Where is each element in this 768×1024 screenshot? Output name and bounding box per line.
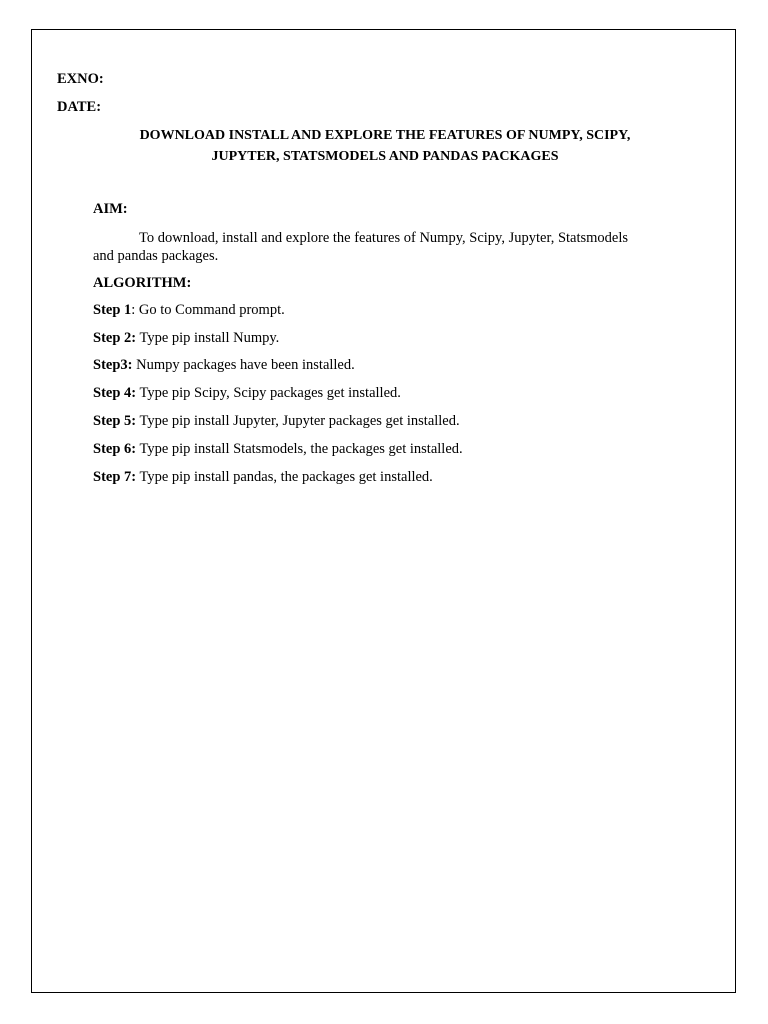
step-label: Step 2: — [93, 330, 137, 346]
step-item — [93, 385, 401, 402]
step-item — [93, 357, 355, 374]
step-label: Step 4: — [93, 385, 137, 401]
step-item — [93, 413, 460, 430]
step-label: Step 5: — [93, 413, 137, 429]
step-text: Type pip Scipy, Scipy packages get installed. — [136, 385, 401, 401]
step-text: Type pip install pandas, the packages get installed. — [136, 469, 433, 485]
exno-label: EXNO: — [57, 71, 104, 87]
title-line-1: DOWNLOAD INSTALL AND EXPLORE THE FEATURES OF NUMPY, SCIPY, — [139, 128, 631, 143]
step-item — [93, 441, 463, 458]
title-line-2: JUPYTER, STATSMODELS AND PANDAS PACKAGES — [211, 149, 559, 164]
step-item — [93, 469, 433, 486]
date-label: DATE: — [57, 99, 102, 115]
page-border — [31, 29, 736, 993]
step-item — [93, 330, 279, 347]
aim-heading: AIM: — [93, 201, 128, 217]
step-text: Type pip install Jupyter, Jupyter packages get installed. — [136, 413, 460, 429]
step-label: Step 1 — [93, 302, 132, 318]
step-label: Step3: — [93, 357, 133, 373]
step-text: Numpy packages have been installed. — [132, 357, 355, 373]
aim-paragraph — [93, 229, 693, 265]
algorithm-heading: ALGORITHM: — [93, 275, 192, 291]
aim-line-1: To download, install and explore the features of Numpy, Scipy, Jupyter, Statsmodels — [139, 230, 629, 246]
step-label: Step 6: — [93, 441, 137, 457]
step-label: Step 7: — [93, 469, 137, 485]
aim-line-2: and pandas packages. — [93, 248, 219, 264]
step-text: : Go to Command prompt. — [131, 302, 285, 318]
step-item — [93, 302, 285, 319]
document-title — [60, 125, 710, 167]
step-text: Type pip install Numpy. — [136, 330, 280, 346]
step-text: Type pip install Statsmodels, the packages get installed. — [136, 441, 463, 457]
